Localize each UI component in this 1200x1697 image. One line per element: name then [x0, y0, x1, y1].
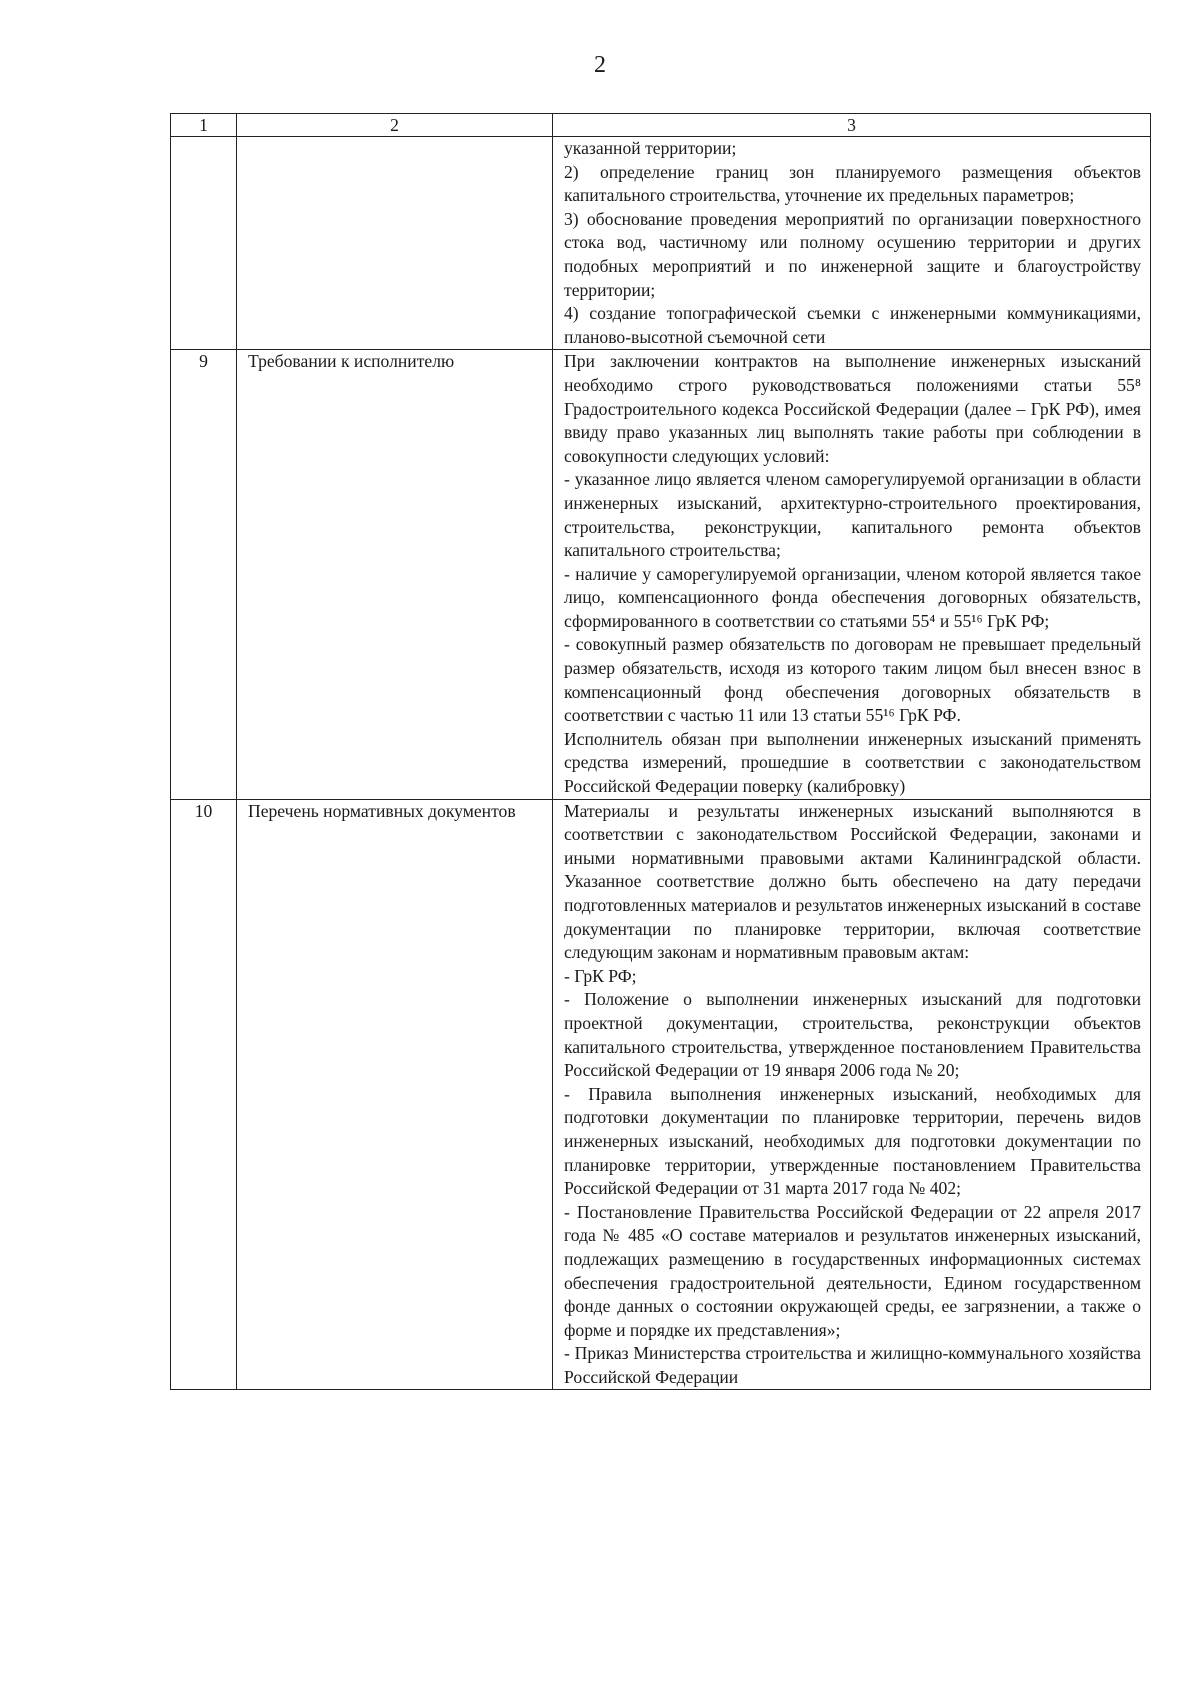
- row-number: [171, 137, 237, 350]
- row-name: [237, 137, 553, 350]
- content-paragraph: При заключении контрактов на выполнение инженерных изысканий необходимо строго руководствоваться положениями статьи 55⁸ Градостроительного кодекса Российской Федерации (далее – ГрК РФ), имея ввиду право указанных лиц выполнять такие работы при соблюдении в совокупности следующих условий:: [564, 351, 1141, 466]
- content-paragraph: - Правила выполнения инженерных изысканий, необходимых для подготовки документации по планировке территории, перечень видов инженерных изысканий, необходимых для подготовки документации по планировке территории, утвержденные постановлением Правительства Российской Федерации от 31 марта 2017 года № 402;: [564, 1083, 1141, 1199]
- row-content: [553, 799, 1151, 1390]
- row-number: 10: [171, 799, 237, 1390]
- table-row: [171, 799, 1151, 1390]
- content-paragraph: - указанное лицо является членом саморегулируемой организации в области инженерных изысканий, архитектурно-строительного проектирования, строительства, реконструкции, капитального ремонта объектов капитального строительства;: [564, 469, 1141, 561]
- content-paragraph: Материалы и результаты инженерных изысканий выполняются в соответствии с законодательством Российской Федерации, законами и иными нормативными правовыми актами Калининградской области. Указанное соответствие должно быть обеспечено на дату передачи подготовленных материалов и результатов инженерных изысканий в составе документации по планировке территории, включая соответствие следующим законам и нормативным правовым актам:: [564, 800, 1141, 963]
- content-paragraph: указанной территории;: [564, 138, 737, 158]
- row-content: [553, 350, 1151, 799]
- row-content: [553, 137, 1151, 350]
- table-header-row: [171, 114, 1151, 137]
- content-paragraph: - совокупный размер обязательств по договорам не превышает предельный размер обязательств, исходя из которого таким лицом был внесен взнос в компенсационный фонд обеспечения договорных обязательств в соответствии с частью 11 или 13 статьи 55¹⁶ ГрК РФ.: [564, 634, 1141, 726]
- content-paragraph: - наличие у саморегулируемой организации, членом которой является такое лицо, компенсационного фонда обеспечения договорных обязательств, сформированного в соответствии со статьями 55⁴ и 55¹⁶ ГрК РФ;: [564, 563, 1141, 631]
- content-paragraph: Исполнитель обязан при выполнении инженерных изысканий применять средства измерений, прошедшие в соответствии с законодательством Российской Федерации поверку (калибровку): [564, 728, 1141, 797]
- content-paragraph: - ГрК РФ;: [564, 965, 637, 986]
- row-number: 9: [171, 350, 237, 799]
- table-row: [171, 137, 1151, 350]
- content-paragraph: - Приказ Министерства строительства и жилищно-коммунального хозяйства Российской Федерации: [564, 1343, 1141, 1387]
- column-header-name: 2: [237, 114, 553, 137]
- page-number: 2: [594, 52, 606, 78]
- content-paragraph: 4) создание топографической съемки с инженерными коммуникациями, планово-высотной съемочной сети: [564, 303, 1141, 347]
- requirements-table: [170, 113, 1151, 1390]
- content-paragraph: 3) обоснование проведения мероприятий по организации поверхностного стока вод, частичному или полному осушению территории и других подобных мероприятий и по инженерной защите и благоустройству территории;: [564, 208, 1141, 300]
- content-paragraph: 2) определение границ зон планируемого размещения объектов капитального строительства, уточнение их предельных параметров;: [564, 161, 1141, 206]
- row-name: Перечень нормативных документов: [237, 799, 553, 1390]
- column-header-content: 3: [553, 114, 1151, 137]
- table-row: [171, 350, 1151, 799]
- content-paragraph: - Положение о выполнении инженерных изысканий для подготовки проектной документации, строительства, реконструкции объектов капитального строительства, утвержденное постановлением Правительства Российской Федерации от 19 января 2006 года № 20;: [564, 989, 1141, 1081]
- column-header-number: 1: [171, 114, 237, 137]
- content-paragraph: - Постановление Правительства Российской Федерации от 22 апреля 2017 года № 485 «О составе материалов и результатов инженерных изысканий, подлежащих размещению в государственных информационных системах обеспечения градостроительной деятельности, Едином государственном фонде данных о состоянии окружающей среды, ее загрязнении, а также о форме и порядке их представления»;: [564, 1201, 1141, 1340]
- row-name: Требовании к исполнителю: [237, 350, 553, 799]
